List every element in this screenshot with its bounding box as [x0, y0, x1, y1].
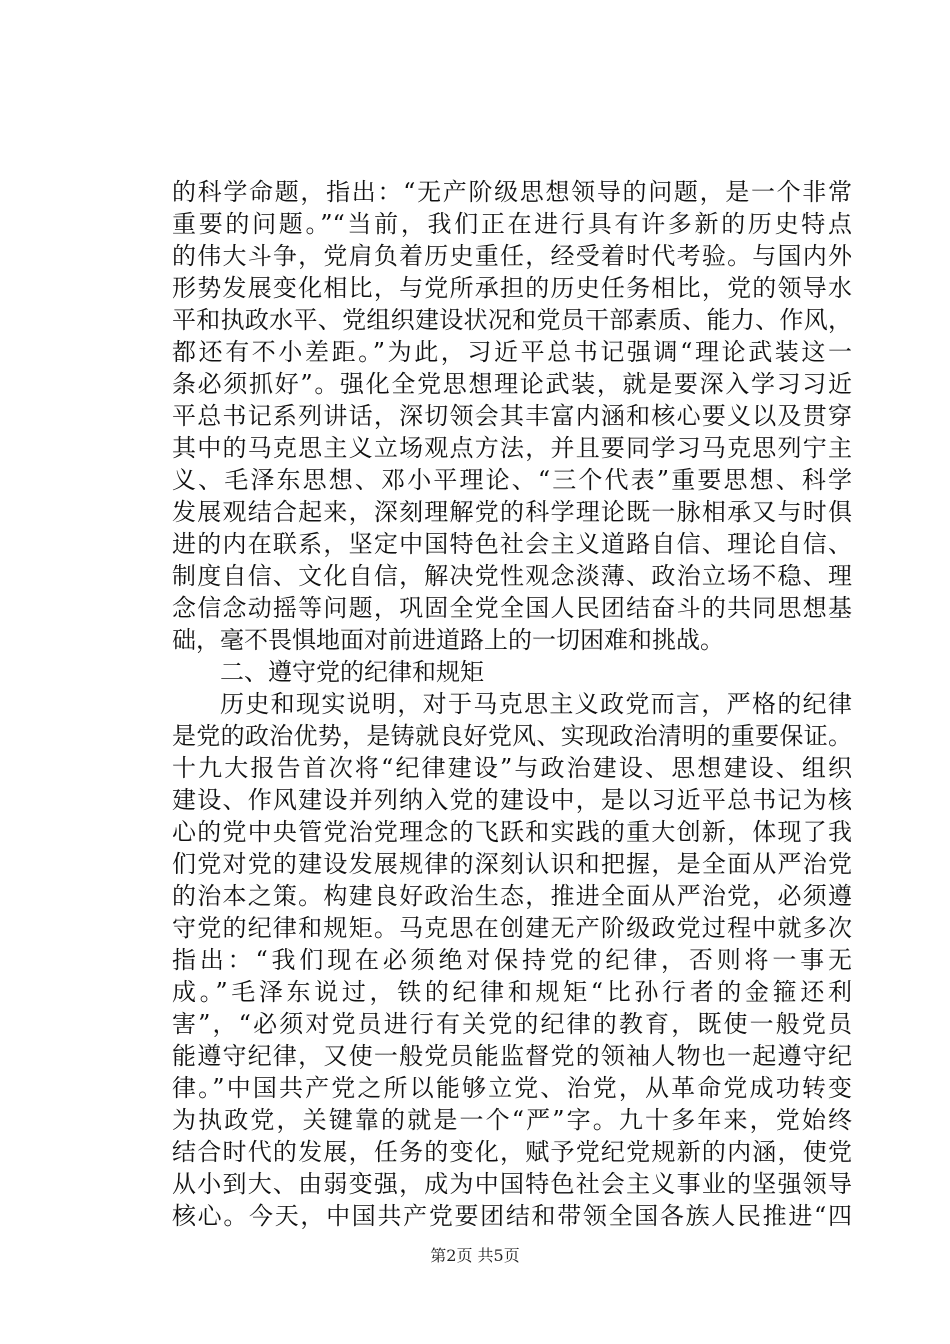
text-line: 义、毛泽东思想、邓小平理论、“三个代表”重要思想、科学 [172, 466, 852, 494]
text-line: 其中的马克思主义立场观点方法，并且要同学习马克思列宁主 [172, 434, 852, 462]
text-line: 心的党中央管党治党理念的飞跃和实践的重大创新，体现了我 [172, 818, 852, 846]
text-line: 指出：“我们现在必须绝对保持党的纪律，否则将一事无 [172, 946, 852, 974]
text-line: 害”，“必须对党员进行有关党的纪律的教育，既使一般党员 [172, 1010, 852, 1038]
text-line: 们党对党的建设发展规律的深刻认识和把握，是全面从严治党 [172, 850, 852, 878]
text-line: 都还有不小差距。”为此，习近平总书记强调“理论武装这一 [172, 338, 852, 366]
text-line: 重要的问题。”“当前，我们正在进行具有许多新的历史特点 [172, 210, 852, 238]
text-line: 守党的纪律和规矩。马克思在创建无产阶级政党过程中就多次 [172, 914, 852, 942]
text-line: 建设、作风建设并列纳入党的建设中，是以习近平总书记为核 [172, 786, 852, 814]
text-line: 历史和现实说明，对于马克思主义政党而言，严格的纪律 [220, 690, 852, 718]
text-line: 制度自信、文化自信，解决党性观念淡薄、政治立场不稳、理 [172, 562, 852, 590]
text-line: 的治本之策。构建良好政治生态，推进全面从严治党，必须遵 [172, 882, 852, 910]
text-line: 形势发展变化相比，与党所承担的历史任务相比，党的领导水 [172, 274, 852, 302]
text-line: 能遵守纪律，又使一般党员能监督党的领袖人物也一起遵守纪 [172, 1042, 852, 1070]
text-line: 条必须抓好”。强化全党思想理论武装，就是要深入学习习近 [172, 370, 852, 398]
text-line: 结合时代的发展，任务的变化，赋予党纪党规新的内涵，使党 [172, 1138, 852, 1166]
text-line: 进的内在联系，坚定中国特色社会主义道路自信、理论自信、 [172, 530, 852, 558]
text-line: 是党的政治优势，是铸就良好党风、实现政治清明的重要保证。 [172, 722, 852, 750]
text-line: 平总书记系列讲话，深切领会其丰富内涵和核心要义以及贯穿 [172, 402, 852, 430]
text-line: 十九大报告首次将“纪律建设”与政治建设、思想建设、组织 [172, 754, 852, 782]
text-line: 从小到大、由弱变强，成为中国特色社会主义事业的坚强领导 [172, 1170, 852, 1198]
text-line: 发展观结合起来，深刻理解党的科学理论既一脉相承又与时俱 [172, 498, 852, 526]
text-line: 平和执政水平、党组织建设状况和党员干部素质、能力、作风， [172, 306, 852, 334]
text-line: 核心。今天，中国共产党要团结和带领全国各族人民推进“四 [172, 1202, 852, 1230]
text-line: 础，毫不畏惧地面对前进道路上的一切困难和挑战。 [172, 626, 724, 654]
text-line: 为执政党，关键靠的就是一个“严”字。九十多年来，党始终 [172, 1106, 852, 1134]
text-line: 的伟大斗争，党肩负着历史重任，经受着时代考验。与国内外 [172, 242, 852, 270]
section-heading: 二、遵守党的纪律和规矩 [220, 658, 484, 686]
text-line: 念信念动摇等问题，巩固全党全国人民团结奋斗的共同思想基 [172, 594, 852, 622]
text-line: 成。”毛泽东说过，铁的纪律和规矩“比孙行者的金箍还利 [172, 978, 852, 1006]
text-line: 的科学命题，指出：“无产阶级思想领导的问题，是一个非常 [172, 178, 852, 206]
page-number-footer: 第2页 共5页 [430, 1246, 520, 1265]
body-text [172, 176, 852, 1232]
text-line: 律。”中国共产党之所以能够立党、治党，从革命党成功转变 [172, 1074, 852, 1102]
